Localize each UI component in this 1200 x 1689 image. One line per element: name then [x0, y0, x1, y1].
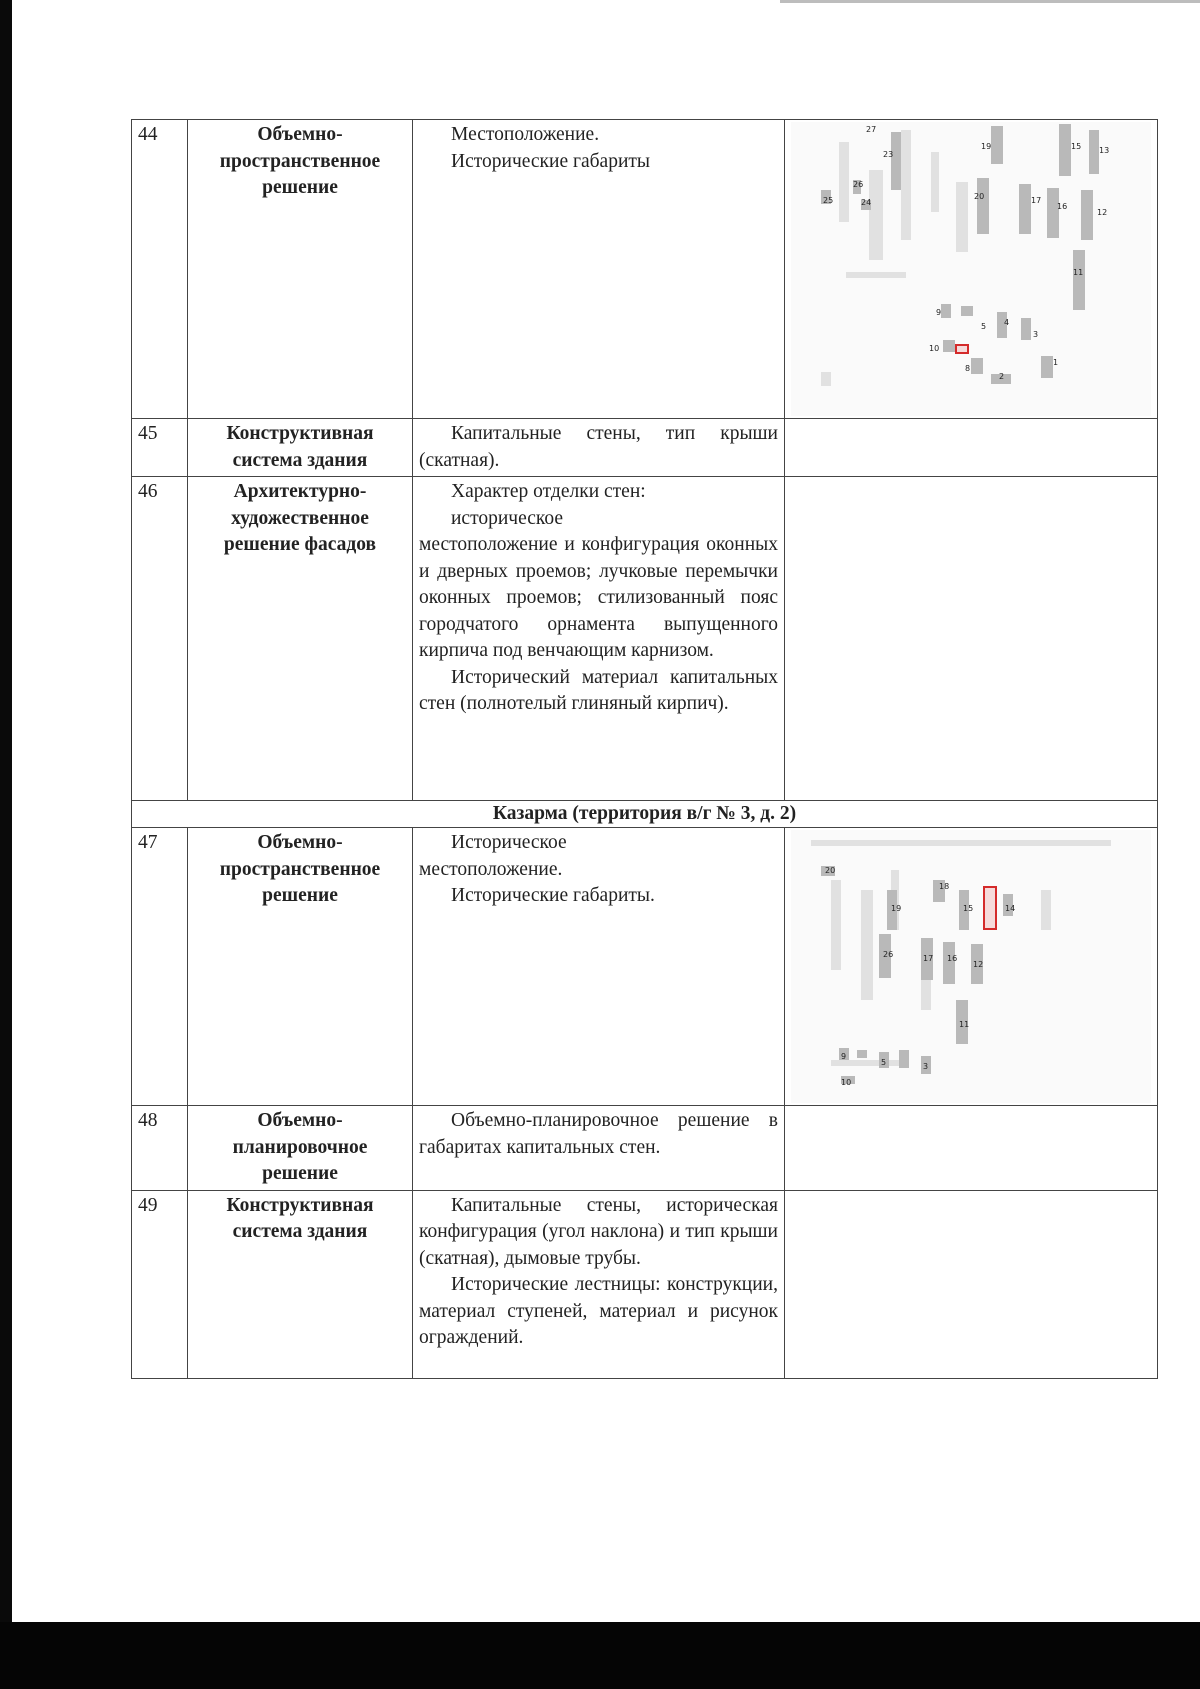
building-number-label: 5 [881, 1058, 887, 1067]
row-number: 49 [132, 1190, 188, 1378]
element-description: Местоположение. Исторические габариты [413, 120, 785, 419]
building-shape [891, 132, 901, 190]
building-number-label: 18 [939, 882, 950, 891]
heritage-features-table [131, 119, 1158, 1379]
building-number-label: 10 [841, 1078, 852, 1087]
element-description: Капитальные стены, тип крыши (скатная). [413, 419, 785, 477]
building-number-label: 26 [883, 950, 894, 959]
building-shape [831, 880, 841, 970]
element-name: Конструктивная система здания [188, 1190, 413, 1378]
row-number: 46 [132, 477, 188, 801]
building-shape [1019, 184, 1031, 234]
building-shape [1047, 188, 1059, 238]
building-shape [1081, 190, 1093, 240]
building-number-label: 23 [883, 150, 894, 159]
empty-image-cell [785, 1190, 1158, 1378]
element-description: Историческое местоположение. Исторические габариты. [413, 828, 785, 1106]
element-name: Объемно- пространственное решение [188, 828, 413, 1106]
building-shape [811, 840, 1111, 846]
building-shape [1059, 124, 1071, 176]
building-number-label: 15 [1071, 142, 1082, 151]
building-shape [1089, 130, 1099, 174]
building-number-label: 9 [936, 308, 942, 317]
building-shape [977, 178, 989, 234]
building-number-label: 12 [973, 960, 984, 969]
building-number-label: 24 [861, 198, 872, 207]
element-name: Конструктивная система здания [188, 419, 413, 477]
section-title: Казарма (территория в/г № 3, д. 2) [132, 801, 1158, 828]
building-shape [1041, 890, 1051, 930]
building-number-label: 11 [959, 1020, 970, 1029]
section-header-row [132, 801, 1158, 828]
row-number: 48 [132, 1106, 188, 1191]
building-number-label: 15 [963, 904, 974, 913]
element-name: Объемно- планировочное решение [188, 1106, 413, 1191]
element-description: Объемно-планировочное решение в габаритах капитальных стен. [413, 1106, 785, 1191]
building-number-label: 17 [923, 954, 934, 963]
element-description: Характер отделки стен: историческое местоположение и конфигурация оконных и дверных проемов; лучковые перемычки оконных проемов; стилизованный пояс городчатого орнамента выпущенного кирпича под венчающим карнизом. Исторический материал капитальных стен (полнотелый глиняный кирпич). [413, 477, 785, 801]
building-number-label: 13 [1099, 146, 1110, 155]
building-number-label: 1 [1053, 358, 1059, 367]
table-row [132, 828, 1158, 1106]
building-shape [1021, 318, 1031, 340]
building-number-label: 16 [947, 954, 958, 963]
building-number-label: 8 [965, 364, 971, 373]
building-number-label: 19 [891, 904, 902, 913]
building-number-label: 10 [929, 344, 940, 353]
building-shape [941, 304, 951, 318]
row-number: 45 [132, 419, 188, 477]
building-shape [821, 372, 831, 386]
building-shape [857, 1050, 867, 1058]
building-number-label: 27 [866, 125, 877, 134]
building-shape [1073, 250, 1085, 310]
empty-image-cell [785, 477, 1158, 801]
scan-bottom-edge [0, 1622, 1200, 1689]
building-shape [1041, 356, 1053, 378]
building-shape [971, 358, 983, 374]
building-number-label: 14 [1005, 904, 1016, 913]
site-plan-image [785, 828, 1158, 1106]
building-number-label: 20 [825, 866, 836, 875]
building-number-label: 19 [981, 142, 992, 151]
building-shape [961, 306, 973, 316]
table-row [132, 419, 1158, 477]
building-number-label: 16 [1057, 202, 1068, 211]
empty-image-cell [785, 1106, 1158, 1191]
row-number: 47 [132, 828, 188, 1106]
building-shape [943, 340, 955, 352]
building-number-label: 11 [1073, 268, 1084, 277]
building-shape [901, 130, 911, 240]
building-number-label: 2 [999, 372, 1005, 381]
empty-image-cell [785, 419, 1158, 477]
site-plan-image [785, 120, 1158, 419]
element-description: Капитальные стены, историческая конфигурация (угол наклона) и тип крыши (скатная), дымовые трубы. Исторические лестницы: конструкции, материал ступеней, материал и рисунок ограждений. [413, 1190, 785, 1378]
building-number-label: 20 [974, 192, 985, 201]
building-number-label: 9 [841, 1052, 847, 1061]
table-row [132, 1106, 1158, 1191]
building-shape [839, 142, 849, 222]
site-plan-map-1 [791, 122, 1151, 416]
building-number-label: 3 [923, 1062, 929, 1071]
building-shape [899, 1050, 909, 1068]
building-number-label: 26 [853, 180, 864, 189]
table-row [132, 120, 1158, 419]
building-shape [991, 126, 1003, 164]
table-row [132, 477, 1158, 801]
highlighted-building [983, 886, 997, 930]
building-shape [869, 170, 883, 260]
building-shape [861, 890, 873, 1000]
building-shape [943, 942, 958, 984]
building-number-label: 3 [1033, 330, 1039, 339]
building-shape [846, 272, 906, 278]
site-plan-map-2 [791, 830, 1151, 1103]
building-shape [956, 182, 968, 252]
scan-left-edge [0, 0, 12, 1689]
building-number-label: 5 [981, 322, 987, 331]
building-number-label: 4 [1004, 318, 1010, 327]
scan-top-edge [780, 0, 1200, 3]
table-row [132, 1190, 1158, 1378]
building-number-label: 17 [1031, 196, 1042, 205]
row-number: 44 [132, 120, 188, 419]
element-name: Объемно- пространственное решение [188, 120, 413, 419]
element-name: Архитектурно- художественное решение фасадов [188, 477, 413, 801]
building-shape [931, 152, 939, 212]
building-number-label: 12 [1097, 208, 1108, 217]
highlighted-building [955, 344, 969, 354]
building-number-label: 25 [823, 196, 834, 205]
